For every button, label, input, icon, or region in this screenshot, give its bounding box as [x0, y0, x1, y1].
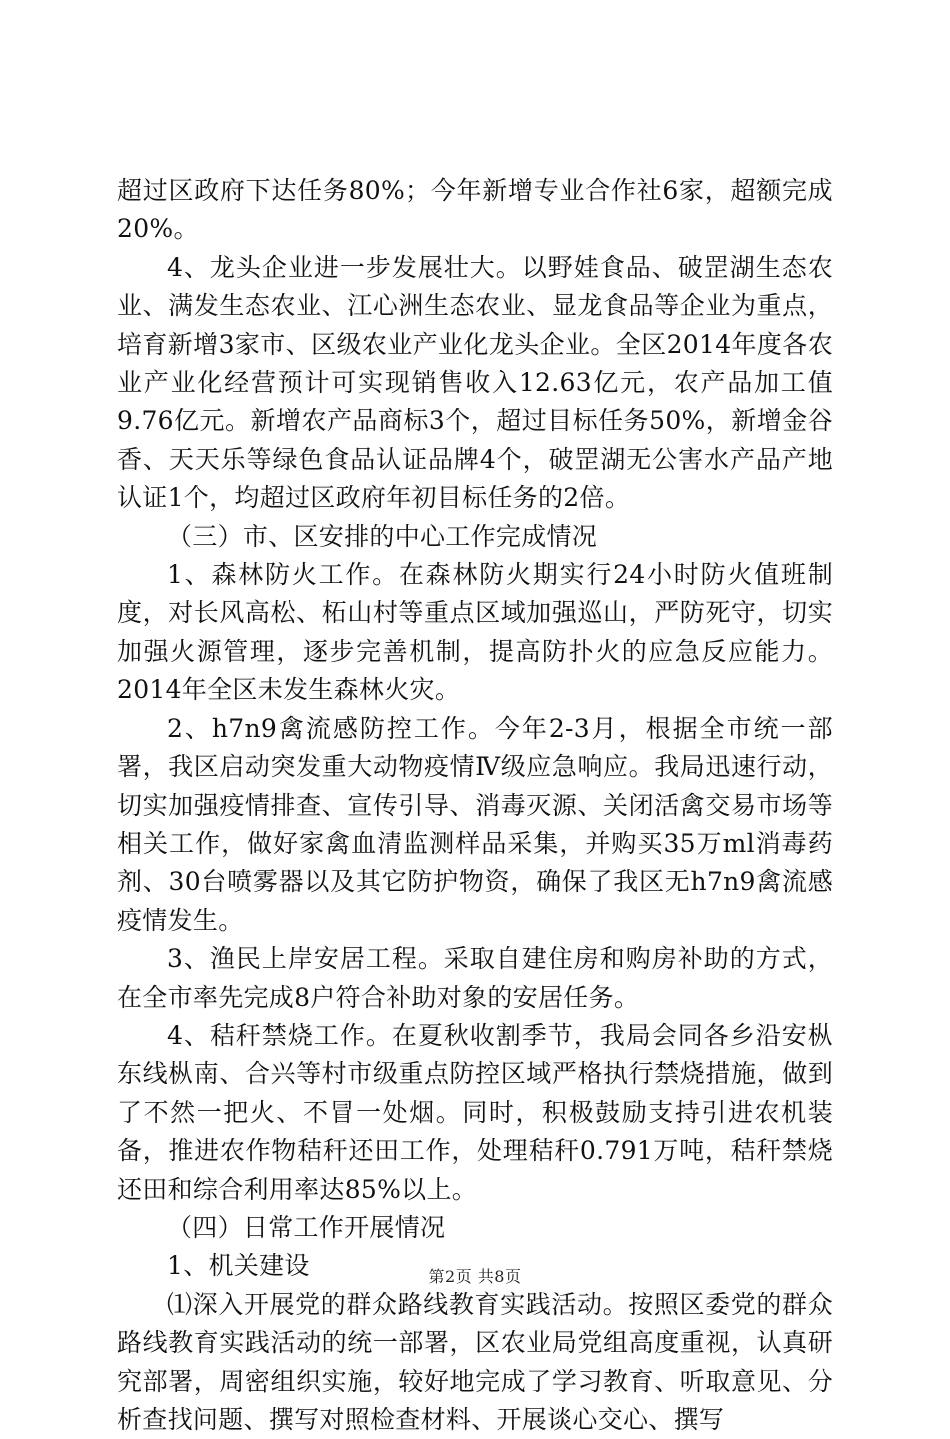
- paragraph-straw-burning: 4、秸秆禁烧工作。在夏秋收割季节，我局会同各乡沿安枞东线枞南、合兴等村市级重点防控区域严格执行禁烧措施，做到了不然一把火、不冒一处烟。同时，积极鼓励支持引进农机装备，推进农作物秸秆还田工作，处理秸秆0.791万吨，秸秆禁烧还田和综合利用率达85%以上。: [117, 1020, 833, 1204]
- paragraph-h7n9: 2、h7n9禽流感防控工作。今年2-3月，根据全市统一部署，我区启动突发重大动物疫情Ⅳ级应急响应。我局迅速行动，切实加强疫情排查、宣传引导、消毒灭源、关闭活禽交易市场等相关工作，做好家禽血清监测样品采集，并购买35万ml消毒药剂、30台喷雾器以及其它防护物资，确保了我区无h7n9禽流感疫情发生。: [117, 713, 833, 935]
- paragraph-continuation: 超过区政府下达任务80%；今年新增专业合作社6家，超额完成20%。: [117, 176, 833, 244]
- paragraph-mass-line: ⑴深入开展党的群众路线教育实践活动。按照区委党的群众路线教育实践活动的统一部署，区农业局党组高度重视，认真研究部署，周密组织实施，较好地完成了学习教育、听取意见、分析查找问题、撰写对照检查材料、开展谈心交心、撰写: [117, 1289, 833, 1434]
- section-heading-daily-work: （四）日常工作开展情况: [167, 1212, 446, 1242]
- paragraph-leading-enterprises: 4、龙头企业进一步发展壮大。以野娃食品、破罡湖生态农业、满发生态农业、江心洲生态农业、显龙食品等企业为重点，培育新增3家市、区级农业产业化龙头企业。全区2014年度各农业产业化经营预计可实现销售收入12.63亿元，农产品加工值9.76亿元。新增农产品商标3个，超过目标任务50%，新增金谷香、天天乐等绿色食品认证品牌4个，破罡湖无公害水产品产地认证1个，均超过区政府年初目标任务的2倍。: [117, 252, 833, 513]
- document-body: [117, 172, 833, 1439]
- paragraph-fishermen-housing: 3、渔民上岸安居工程。采取自建住房和购房补助的方式，在全市率先完成8户符合补助对象的安居任务。: [117, 944, 833, 1012]
- subheading-organization: 1、机关建设: [167, 1251, 310, 1281]
- page-footer: 第2页 共8页: [428, 1267, 522, 1286]
- section-heading-central-work: （三）市、区安排的中心工作完成情况: [167, 521, 598, 551]
- paragraph-forest-fire: 1、森林防火工作。在森林防火期实行24小时防火值班制度，对长风高松、柘山村等重点区域加强巡山，严防死守，切实加强火源管理，逐步完善机制，提高防扑火的应急反应能力。2014年全区未发生森林火灾。: [117, 560, 833, 705]
